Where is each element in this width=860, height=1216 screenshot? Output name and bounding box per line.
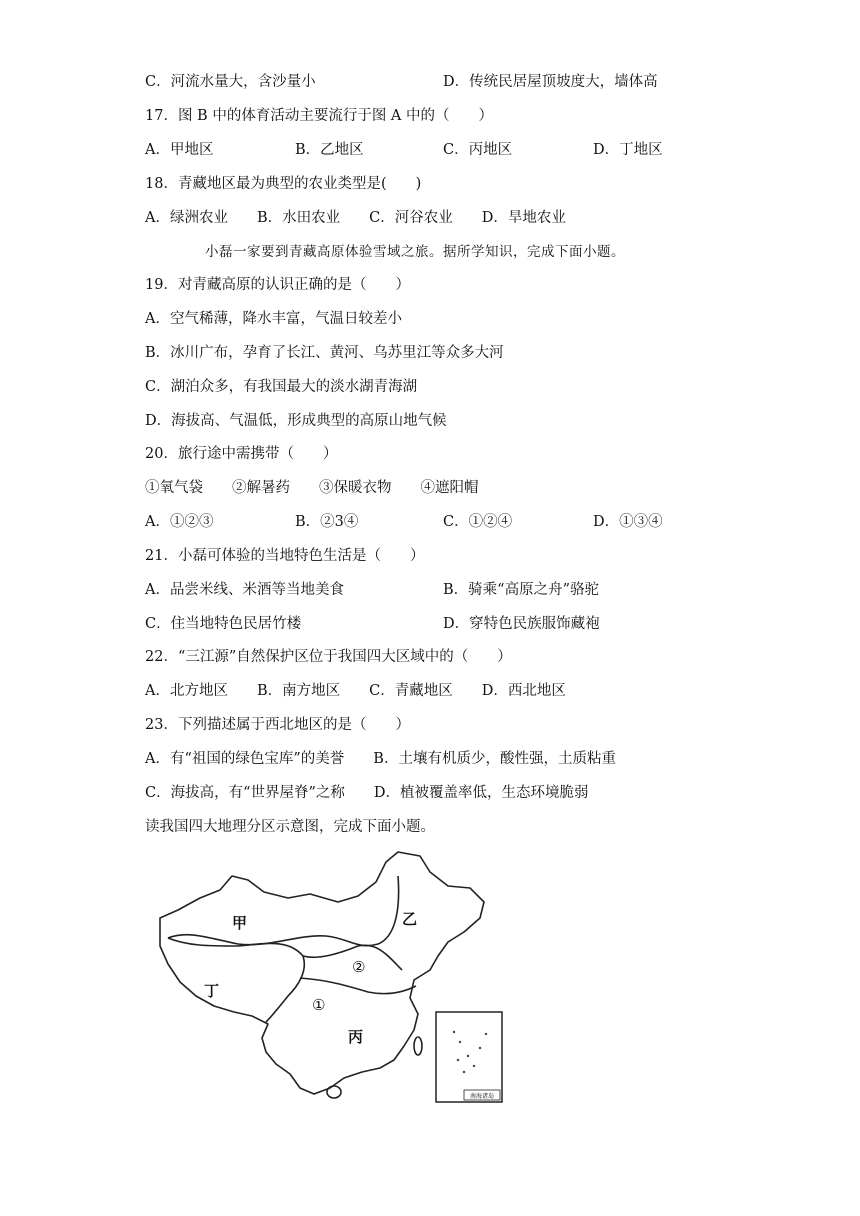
q20-option-b: B．②3④: [295, 514, 359, 530]
taiwan-island: [414, 1037, 422, 1055]
q23-stem: 23．下列描述属于西北地区的是（ ）: [145, 717, 410, 733]
region-label-bing: 丙: [348, 1028, 364, 1046]
china-regions-map: [148, 846, 508, 1106]
region-label-ding: 丁: [204, 982, 220, 1000]
q17-option-b: B．乙地区: [295, 142, 364, 158]
q19-option-b: B．冰川广布，孕育了长江、黄河、乌苏里江等众多大河: [145, 345, 504, 361]
q20-option-a: A．①②③: [145, 514, 214, 530]
boundary-qinling: [300, 978, 416, 994]
boundary-tibet: [168, 938, 304, 1022]
q18-options: A．绿洲农业 B．水田农业 C．河谷农业 D．旱地农业: [145, 210, 566, 226]
intro-text-tibet: 小磊一家要到青藏高原体验雪域之旅。据所学知识，完成下面小题。: [205, 244, 625, 260]
q22-options: A．北方地区 B．南方地区 C．青藏地区 D．西北地区: [145, 683, 566, 699]
q23-options-cd: C．海拔高，有“世界屋脊”之称 D．植被覆盖率低，生态环境脆弱: [145, 785, 589, 801]
hainan-island: [327, 1086, 341, 1098]
place-label-1: ①: [312, 996, 326, 1014]
inset-label: 南海诸岛: [469, 1093, 495, 1100]
q22-stem: 22．“三江源”自然保护区位于我国四大区域中的（ ）: [145, 649, 512, 665]
q21-option-c: C．住当地特色民居竹楼: [145, 616, 302, 632]
intro-text-map: 读我国四大地理分区示意图，完成下面小题。: [145, 819, 435, 835]
q21-option-a: A．品尝米线、米酒等当地美食: [145, 582, 344, 598]
q20-option-c: C．①②④: [443, 514, 513, 530]
q17-option-c: C．丙地区: [443, 142, 513, 158]
q21-stem: 21．小磊可体验的当地特色生活是（ ）: [145, 548, 425, 564]
q16-option-c: C．河流水量大，含沙量小: [145, 74, 316, 90]
boundary-north: [168, 876, 399, 946]
q21-option-b: B．骑乘“高原之舟”骆驼: [443, 582, 599, 598]
q19-option-d: D．海拔高、气温低，形成典型的高原山地气候: [145, 413, 447, 429]
q19-stem: 19．对青藏高原的认识正确的是（ ）: [145, 277, 410, 293]
q20-items: ①氧气袋 ②解暑药 ③保暖衣物 ④遮阳帽: [145, 480, 479, 496]
q23-options-ab: A．有“祖国的绿色宝库”的美誉 B．土壤有机质少，酸性强，土质粘重: [145, 751, 616, 767]
south-sea-inset: [436, 1012, 502, 1102]
q17-option-a: A．甲地区: [145, 142, 214, 158]
q20-option-d: D．①③④: [593, 514, 663, 530]
q16-option-d: D．传统民居屋顶坡度大，墙体高: [443, 74, 658, 90]
q19-option-a: A．空气稀薄，降水丰富，气温日较差小: [145, 311, 402, 327]
q21-option-d: D．穿特色民族服饰藏袍: [443, 616, 600, 632]
region-label-jia: 甲: [232, 914, 248, 932]
place-label-2: ②: [352, 958, 366, 976]
q18-stem: 18．青藏地区最为典型的农业类型是( ): [145, 176, 422, 192]
q20-stem: 20．旅行途中需携带（ ）: [145, 446, 338, 462]
q17-option-d: D．丁地区: [593, 142, 663, 158]
q19-option-c: C．湖泊众多，有我国最大的淡水湖青海湖: [145, 379, 418, 395]
region-label-yi: 乙: [402, 910, 418, 928]
q17-stem: 17．图 B 中的体育活动主要流行于图 A 中的（ ）: [145, 108, 494, 124]
